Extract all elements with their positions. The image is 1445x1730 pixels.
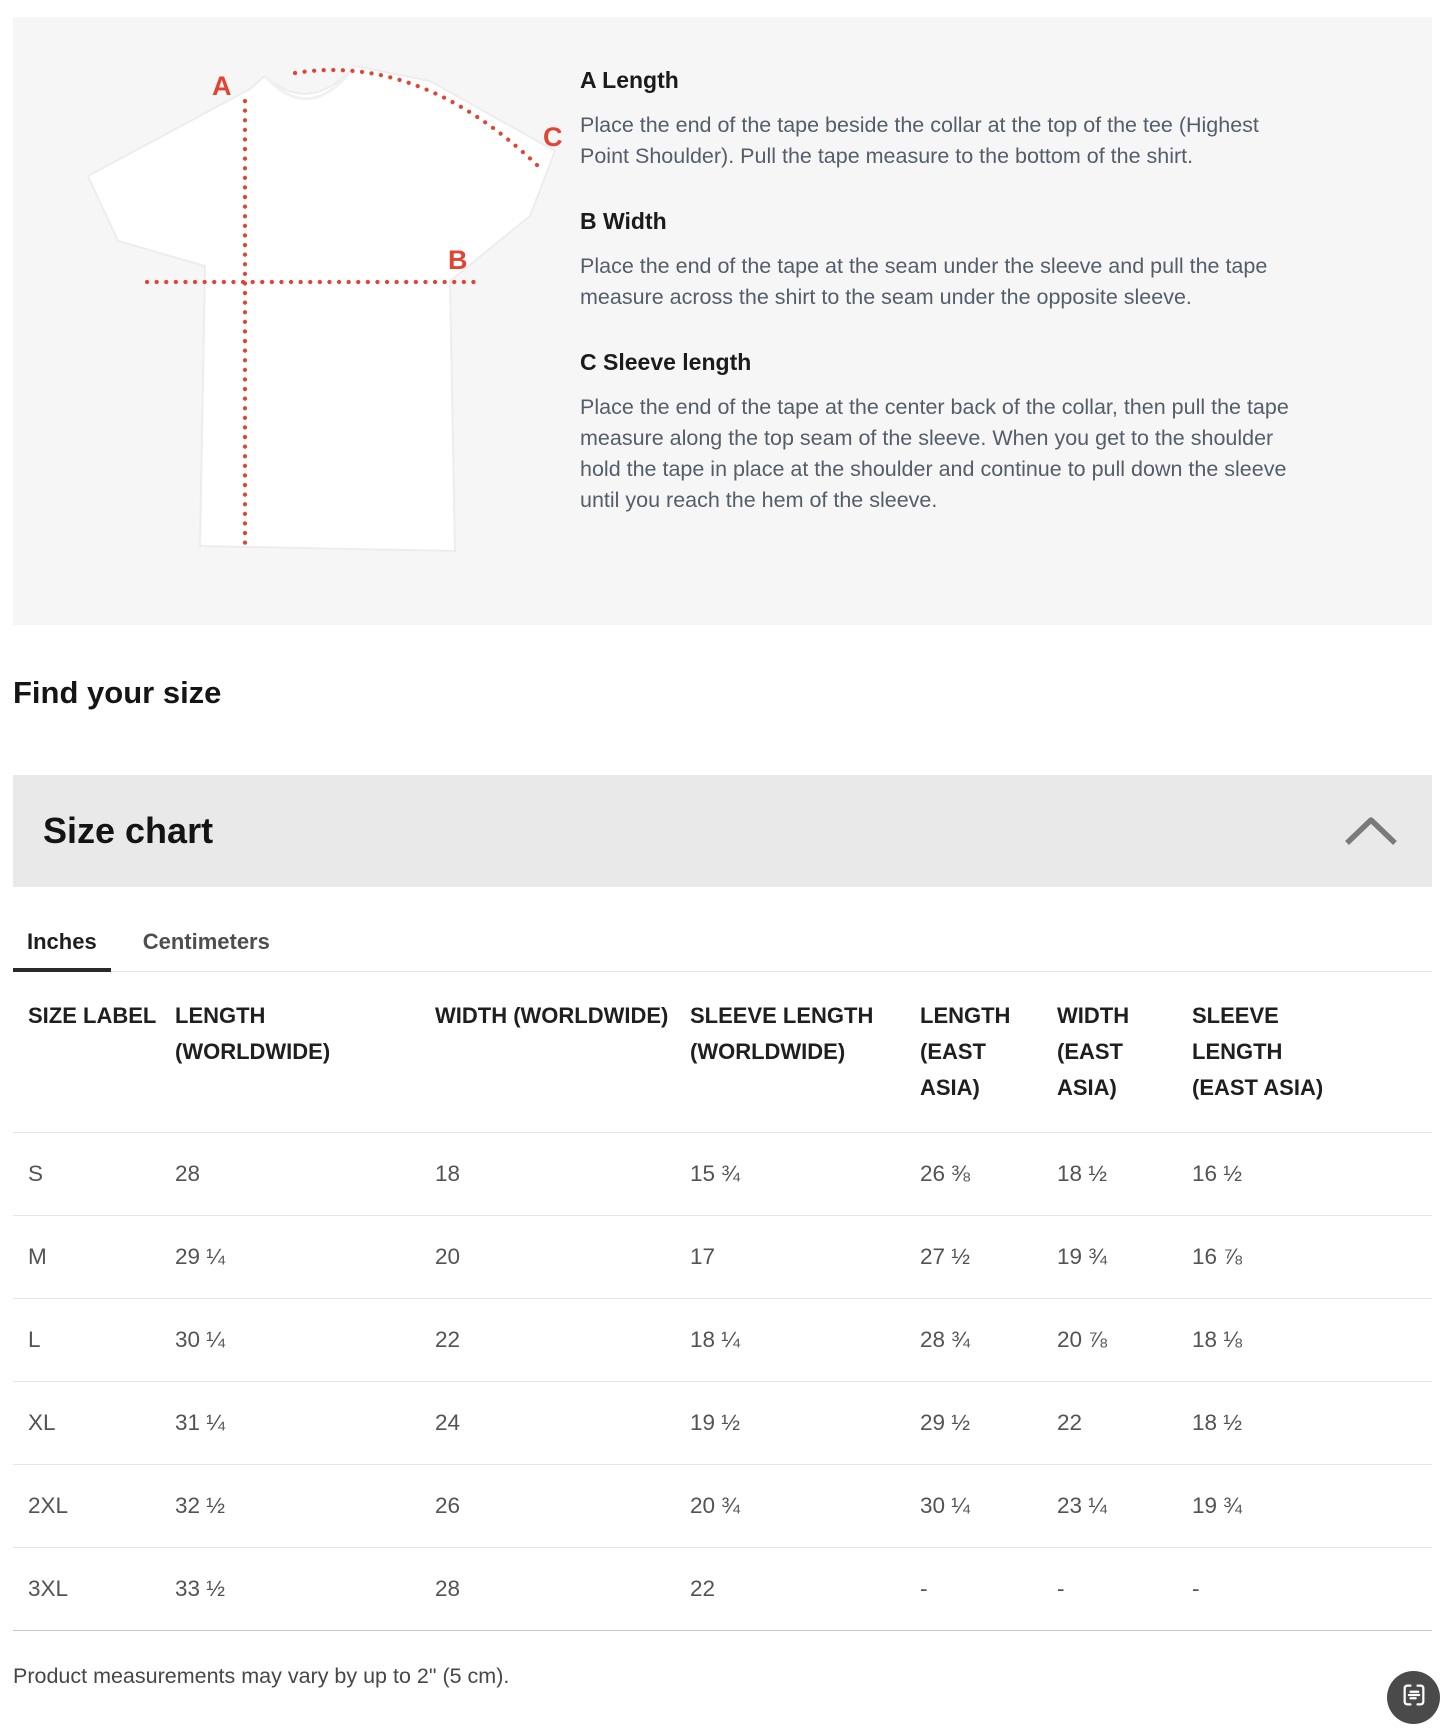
measurement-cell: 17 <box>690 1244 716 1269</box>
tshirt-diagram <box>13 17 580 625</box>
page-title: Find your size <box>13 675 222 710</box>
measurement-cell: 29 ¼ <box>175 1244 226 1269</box>
guide-width-title: B Width <box>580 208 667 234</box>
measurement-cell: 30 ¼ <box>175 1327 226 1352</box>
measurement-cell: 18 ¼ <box>690 1327 741 1352</box>
column-header: WIDTH (EAST ASIA) <box>1057 1003 1130 1100</box>
measure-guide-panel <box>13 17 1432 625</box>
column-header: WIDTH (WORLDWIDE) <box>435 1003 669 1028</box>
measurement-cell: 16 ⅞ <box>1192 1244 1243 1269</box>
size-chart-header[interactable] <box>13 775 1432 887</box>
measurement-cell: 23 ¼ <box>1057 1493 1108 1518</box>
measurement-cell: 30 ¼ <box>920 1493 971 1518</box>
measurement-cell: 27 ½ <box>920 1244 971 1269</box>
measurement-cell: 15 ¾ <box>690 1161 741 1186</box>
measurement-cell: 28 ¾ <box>920 1327 971 1352</box>
size-label-cell: S <box>28 1161 44 1186</box>
scan-text-icon <box>1400 1681 1428 1714</box>
column-header: SLEEVE LENGTH (WORLDWIDE) <box>690 1003 874 1064</box>
column-header: SIZE LABEL <box>28 1003 157 1028</box>
diagram-label-c: C <box>543 122 563 152</box>
size-label-cell: 2XL <box>28 1493 69 1518</box>
measurement-cell: 26 <box>435 1493 461 1518</box>
measurement-cell: 19 ¾ <box>1057 1244 1108 1269</box>
measurement-cell: 20 <box>435 1244 461 1269</box>
table-row <box>13 1465 1432 1548</box>
tab-inches[interactable]: Inches <box>13 917 111 972</box>
measurement-cell: 18 ⅛ <box>1192 1327 1243 1352</box>
measurement-cell: 20 ¾ <box>690 1493 741 1518</box>
chevron-up-icon[interactable] <box>1340 810 1402 852</box>
diagram-label-a: A <box>212 71 232 101</box>
measurement-cell: 28 <box>175 1161 201 1186</box>
measurement-cell: 22 <box>1057 1410 1083 1435</box>
tab-centimeters[interactable]: Centimeters <box>142 929 270 954</box>
measurement-cell: 19 ¾ <box>1192 1493 1243 1518</box>
size-chart-section <box>13 775 1432 1631</box>
measurement-cell: 22 <box>690 1576 716 1601</box>
table-row <box>13 1548 1432 1631</box>
tshirt-shape <box>88 66 555 551</box>
measurement-cell: 32 ½ <box>175 1493 226 1518</box>
scan-fab-button[interactable] <box>1387 1671 1440 1724</box>
measurement-cell: 18 <box>435 1161 461 1186</box>
size-table-body <box>13 1133 1432 1631</box>
measurement-cell: - <box>1057 1576 1065 1601</box>
size-chart-title: Size chart <box>43 810 214 851</box>
measurement-cell: 22 <box>435 1327 461 1352</box>
unit-tabs <box>13 917 1432 972</box>
measurement-cell: 28 <box>435 1576 461 1601</box>
measurement-cell: - <box>1192 1576 1200 1601</box>
measurement-cell: 31 ¼ <box>175 1410 226 1435</box>
guide-sleeve-description: Place the end of the tape at the center back of the collar, then pull the tape measure along the top seam of the sleeve. When you get to the shoulder hold the tape in place at the shoulder and continue to pull down the sleeve until you reach the hem of the sleeve. <box>580 395 1289 512</box>
measurement-cell: 19 ½ <box>690 1410 741 1435</box>
measurement-cell: 26 ⅜ <box>920 1161 971 1186</box>
table-row <box>13 1299 1432 1382</box>
size-table <box>13 972 1432 1631</box>
column-header: LENGTH (WORLDWIDE) <box>175 1003 331 1064</box>
guide-length-description: Place the end of the tape beside the collar at the top of the tee (Highest Point Shoulder). Pull the tape measure to the bottom of the shirt. <box>580 113 1259 168</box>
measurement-cell: 29 ½ <box>920 1410 971 1435</box>
measurement-cell: 33 ½ <box>175 1576 226 1601</box>
measure-guide-text <box>580 17 1432 625</box>
size-label-cell: L <box>28 1327 41 1352</box>
table-row <box>13 1382 1432 1465</box>
size-label-cell: M <box>28 1244 47 1269</box>
measurement-cell: 18 ½ <box>1192 1410 1243 1435</box>
guide-width-description: Place the end of the tape at the seam under the sleeve and pull the tape measure across the shirt to the seam under the opposite sleeve. <box>580 254 1268 309</box>
size-label-cell: XL <box>28 1410 56 1435</box>
measurement-cell: 18 ½ <box>1057 1161 1108 1186</box>
guide-sleeve-title: C Sleeve length <box>580 349 752 375</box>
measurement-cell: - <box>920 1576 928 1601</box>
size-label-cell: 3XL <box>28 1576 69 1601</box>
diagram-label-b: B <box>448 245 468 275</box>
table-row <box>13 1216 1432 1299</box>
measurement-cell: 20 ⅞ <box>1057 1327 1108 1352</box>
measurement-cell: 24 <box>435 1410 461 1435</box>
column-header: LENGTH (EAST ASIA) <box>920 1003 1011 1100</box>
guide-length-title: A Length <box>580 67 679 93</box>
column-header: SLEEVE LENGTH (EAST ASIA) <box>1192 1003 1324 1100</box>
measurement-disclaimer: Product measurements may vary by up to 2" (5 cm). <box>13 1664 510 1688</box>
measurement-cell: 16 ½ <box>1192 1161 1243 1186</box>
table-row <box>13 1133 1432 1216</box>
size-table-header-row <box>13 972 1432 1133</box>
tshirt-image <box>60 31 580 571</box>
